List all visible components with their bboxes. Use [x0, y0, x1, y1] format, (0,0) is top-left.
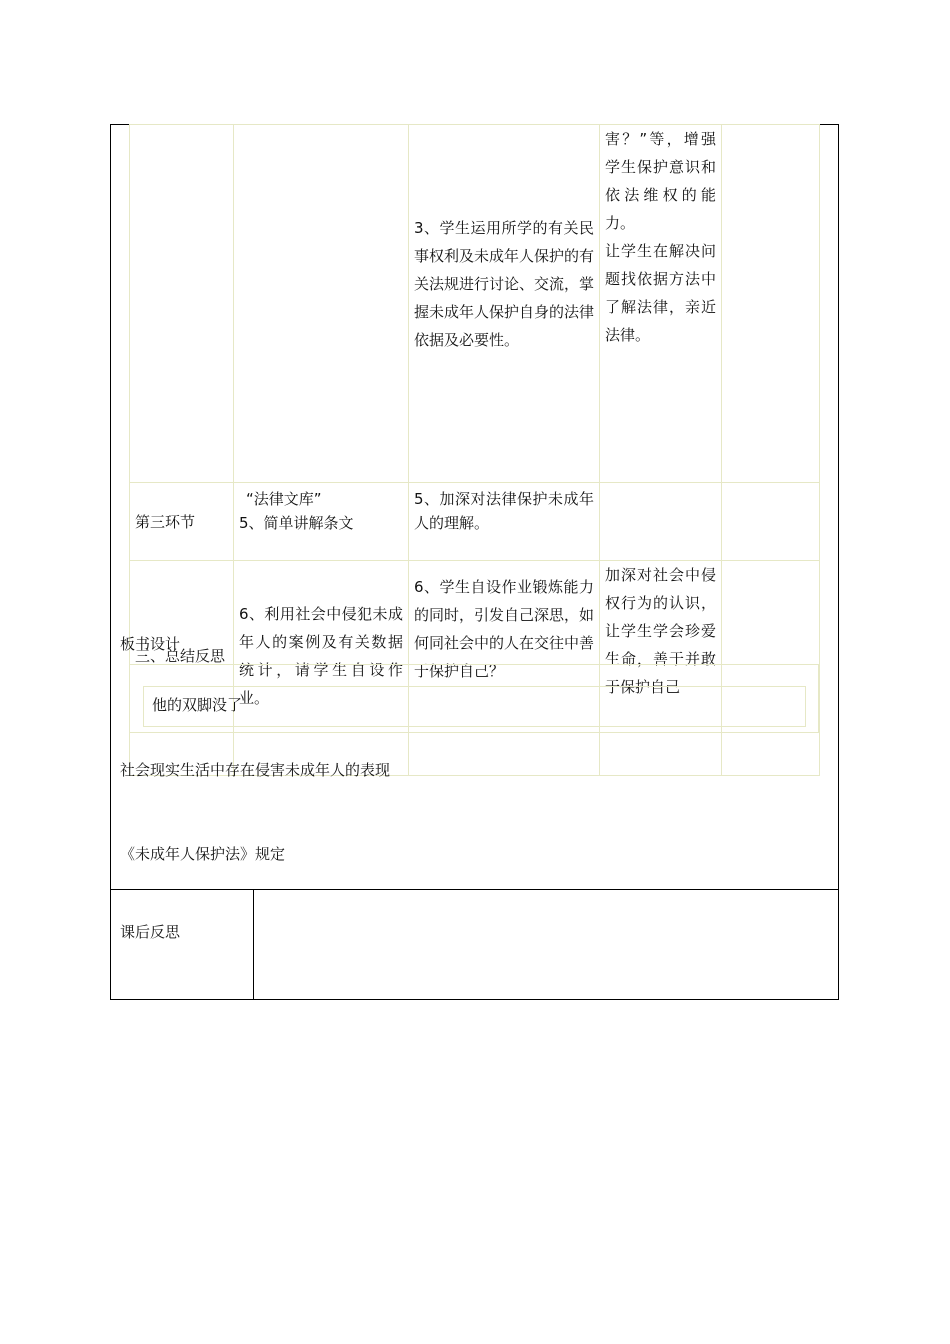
board-line-2: 《未成年人保护法》规定 — [120, 845, 286, 863]
design-intent-text-2: 让学生在解决问题找依据方法中了解法律，亲近法律。 — [605, 242, 716, 344]
design-intent-cell — [600, 125, 722, 483]
stage-label: 第三环节 — [135, 512, 196, 531]
student-activity-cell — [409, 483, 600, 561]
student-activity-text: 6、学生自设作业锻炼能力的同时，引发自己深思，如何同社会中的人在交往中善于保护自己？ — [414, 578, 595, 680]
board-box-text: 他的双脚没了 — [152, 696, 243, 714]
table-row — [130, 125, 820, 483]
board-design-box — [143, 686, 806, 727]
teacher-activity-title: “法律文库” — [246, 490, 322, 508]
notes-cell — [722, 125, 820, 483]
teacher-activity-text: 6、利用社会中侵犯未成年人的案例及有关数据统计，请学生自设作业。 — [239, 604, 403, 707]
reflection-divider — [110, 889, 839, 890]
board-line-1: 社会现实生活中存在侵害未成年人的表现 — [120, 761, 391, 779]
student-activity-text: 5、加深对法律保护未成年人的理解。 — [414, 490, 594, 532]
stage-label: 三、总结反思 — [135, 646, 226, 665]
teacher-activity-cell — [234, 483, 409, 561]
stage-cell — [130, 483, 234, 561]
teacher-activity-cell — [234, 125, 409, 483]
design-intent-text: 加深对社会中侵权行为的认识，让学生学会珍爱生命，善于并敢于保护自己 — [605, 566, 716, 696]
teacher-activity-text: 5、简单讲解条文 — [239, 514, 354, 532]
stage-cell — [130, 125, 234, 483]
board-design-heading: 板书设计 — [120, 635, 181, 653]
notes-cell — [722, 483, 820, 561]
reflection-column-divider — [253, 889, 254, 1000]
student-activity-text: 3、学生运用所学的有关民事权利及未成年人保护的有关法规进行讨论、交流，掌握未成年人保护自身的法律依据及必要性。 — [414, 219, 595, 349]
table-row — [130, 483, 820, 561]
student-activity-cell — [409, 125, 600, 483]
design-intent-cell — [600, 483, 722, 561]
design-intent-text-1: 害？”等，增强学生保护意识和依法维权的能力。 — [605, 130, 716, 232]
reflection-label: 课后反思 — [120, 923, 181, 941]
